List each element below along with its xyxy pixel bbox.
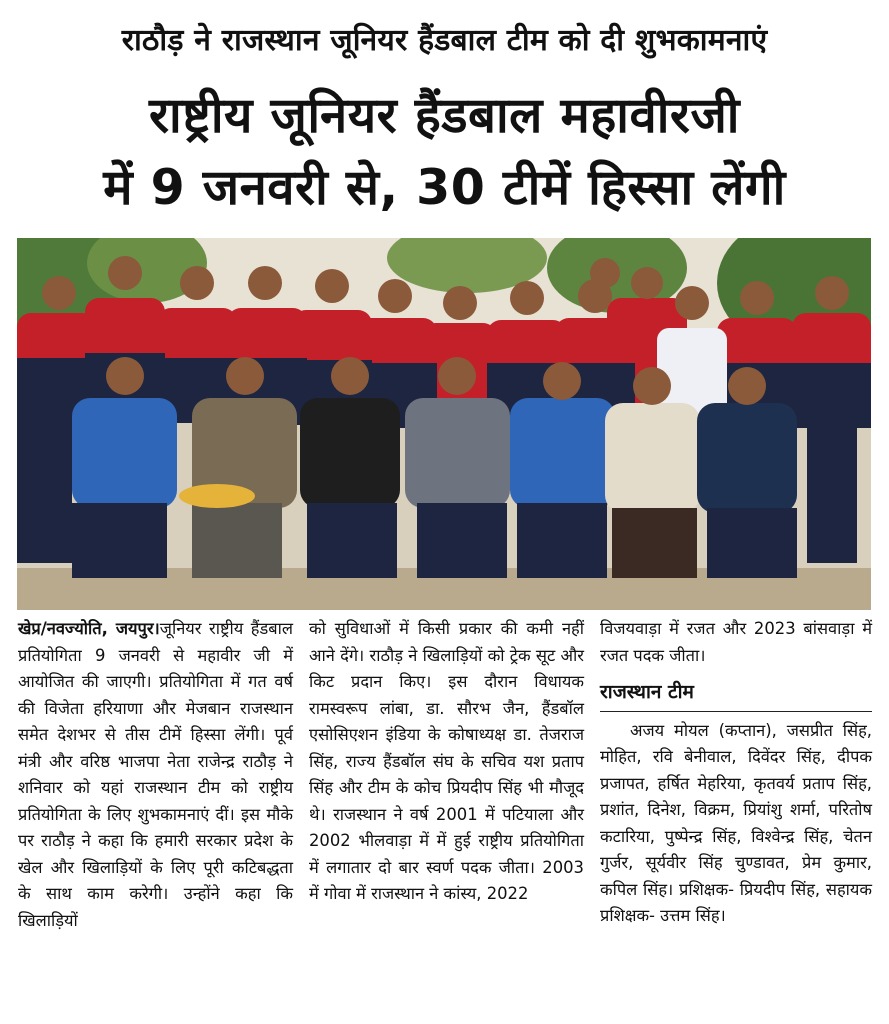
headline-line-1: राष्ट्रीय जूनियर हैंडबाल महावीरजी [148,87,740,144]
dateline: खेप्र/नवज्योति, जयपुर। [18,619,160,638]
column-2-text: को सुविधाओं में किसी प्रकार की कमी नहीं आने देंगे। राठौड़ ने खिलाड़ियों को ट्रेक सूट और किट प्रदान किए। इस दौरान विधायक रामस्वरूप लांबा, डा. सौरभ जैन, हैंडबॉल एसोसिएशन इंडिया के कोषाध्यक्ष डा. तेजराज सिंह, राज्य हैंडबॉल संघ के सचिव यश प्रताप सिंह और टीम के कोच प्रियदीप सिंह भी मौजूद थे। राजस्थान ने वर्ष 2001 में पटियाला और 2002 भीलवाड़ा में में हुई राष्ट्रीय प्रतियोगिता में लगातार दो बार स्वर्ण पदक जीता। 2003 में गोवा में राजस्थान ने कांस्य, 2022 [309,619,584,903]
article-column-3 [600,616,872,930]
article-column-1 [18,616,293,934]
column-1-text: जूनियर राष्ट्रीय हैंडबाल प्रतियोगिता 9 जनवरी से महावीर जी में आयोजित की जाएगी। प्रतियोगिता में गत वर्ष की विजेता हरियाणा और मेजबान राजस्थान समेत देशभर से तीस टीमें हिस्सा लेंगी। पूर्व मंत्री और वरिष्ठ भाजपा नेता राजेन्द्र राठौड़ ने शनिवार को यहां राजस्थान टीम को राष्ट्रीय प्रतियोगिता के लिए शुभकामनाएं दीं। इस मौके पर राठौड़ ने कहा कि हमारी सरकार प्रदेश के खेल और खिलाड़ियों के लिए पूरी कटिबद्धता के साथ काम करेगी। उन्होंने कहा कि खिलाड़ियों [18,619,293,930]
team-photo-illustration [17,238,871,610]
team-heading: राजस्थान टीम [600,679,872,712]
column-3-text: विजयवाड़ा में रजत और 2023 बांसवाड़ा में रजत पदक जीता। [600,619,872,665]
kicker-headline: राठौड़ ने राजस्थान जूनियर हैंडबाल टीम को दी शुभकामनाएं [121,23,768,58]
article-column-2 [309,616,584,908]
team-photo [17,238,871,610]
main-headline [0,80,889,224]
headline-line-2: में 9 जनवरी से, 30 टीमें हिस्सा लेंगी [103,159,786,216]
article-paragraph-1 [18,616,293,934]
team-roster-text: अजय मोयल (कप्तान), जसप्रीत सिंह, मोहित, रवि बेनीवाल, दिवेंदर सिंह, दीपक प्रजापत, हर्षित मेहरिया, कृतवर्य प्रताप सिंह, प्रशांत, दिनेश, विक्रम, प्रियांशु शर्मा, परितोष कटारिया, पुष्पेन्द्र सिंह, विश्वेन्द्र सिंह, चेतन गुर्जर, सूर्यवीर सिंह चुण्डावत, प्रेम कुमार, कपिल सिंह। प्रशिक्षक- प्रियदीप सिंह, सहायक प्रशिक्षक- उत्तम सिंह। [600,720,872,925]
